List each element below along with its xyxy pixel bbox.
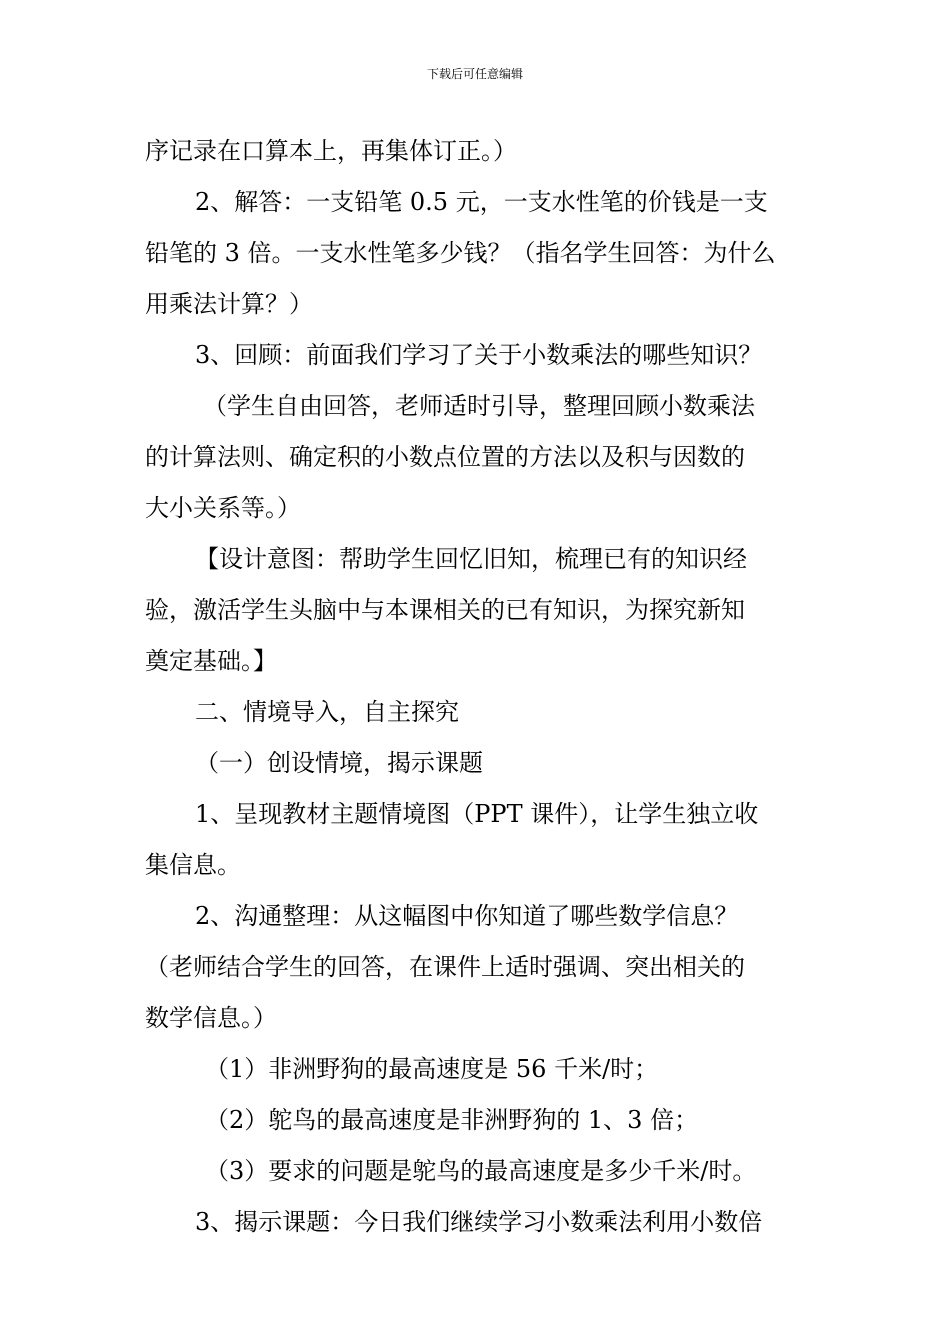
page-header: 下载后可任意编辑 <box>426 67 523 81</box>
text-line: 1、呈现教材主题情境图（PPT 课件），让学生独立收 <box>195 800 759 828</box>
list-item: （1）非洲野狗的最高速度是 56 千米/时； <box>205 1055 659 1083</box>
text-line: 集信息。 <box>145 851 241 879</box>
text-line: 3、回顾：前面我们学习了关于小数乘法的哪些知识？ <box>195 341 763 369</box>
text-line: （老师结合学生的回答，在课件上适时强调、突出相关的 <box>145 953 745 981</box>
document-body <box>145 126 810 1248</box>
text-line: 奠定基础。】 <box>145 647 277 675</box>
text-line: 序记录在口算本上，再集体订正。） <box>145 137 517 165</box>
text-line: 铅笔的 3 倍。一支水性笔多少钱？（指名学生回答：为什么 <box>145 239 776 267</box>
text-line: 用乘法计算？） <box>145 290 313 318</box>
section-heading: 二、情境导入，自主探究 <box>195 698 459 726</box>
text-line: 验，激活学生头脑中与本课相关的已有知识，为探究新知 <box>145 596 745 624</box>
text-line: 数学信息。） <box>145 1004 277 1032</box>
text-line: 【设计意图：帮助学生回忆旧知，梳理已有的知识经 <box>195 545 747 573</box>
text-line: 2、解答：一支铅笔 0.5 元，一支水性笔的价钱是一支 <box>195 188 768 216</box>
text-line: 的计算法则、确定积的小数点位置的方法以及积与因数的 <box>145 443 745 471</box>
list-item: （3）要求的问题是鸵鸟的最高速度是多少千米/时。 <box>205 1157 757 1185</box>
text-line: 2、沟通整理：从这幅图中你知道了哪些数学信息？ <box>195 902 739 930</box>
text-line: 3、揭示课题：今日我们继续学习小数乘法利用小数倍 <box>195 1208 763 1236</box>
list-item: （2）鸵鸟的最高速度是非洲野狗的 1、3 倍； <box>205 1106 699 1134</box>
text-line: 大小关系等。） <box>145 494 301 522</box>
subsection-heading: （一）创设情境，揭示课题 <box>195 749 483 777</box>
text-line: （学生自由回答，老师适时引导，整理回顾小数乘法 <box>203 392 755 420</box>
